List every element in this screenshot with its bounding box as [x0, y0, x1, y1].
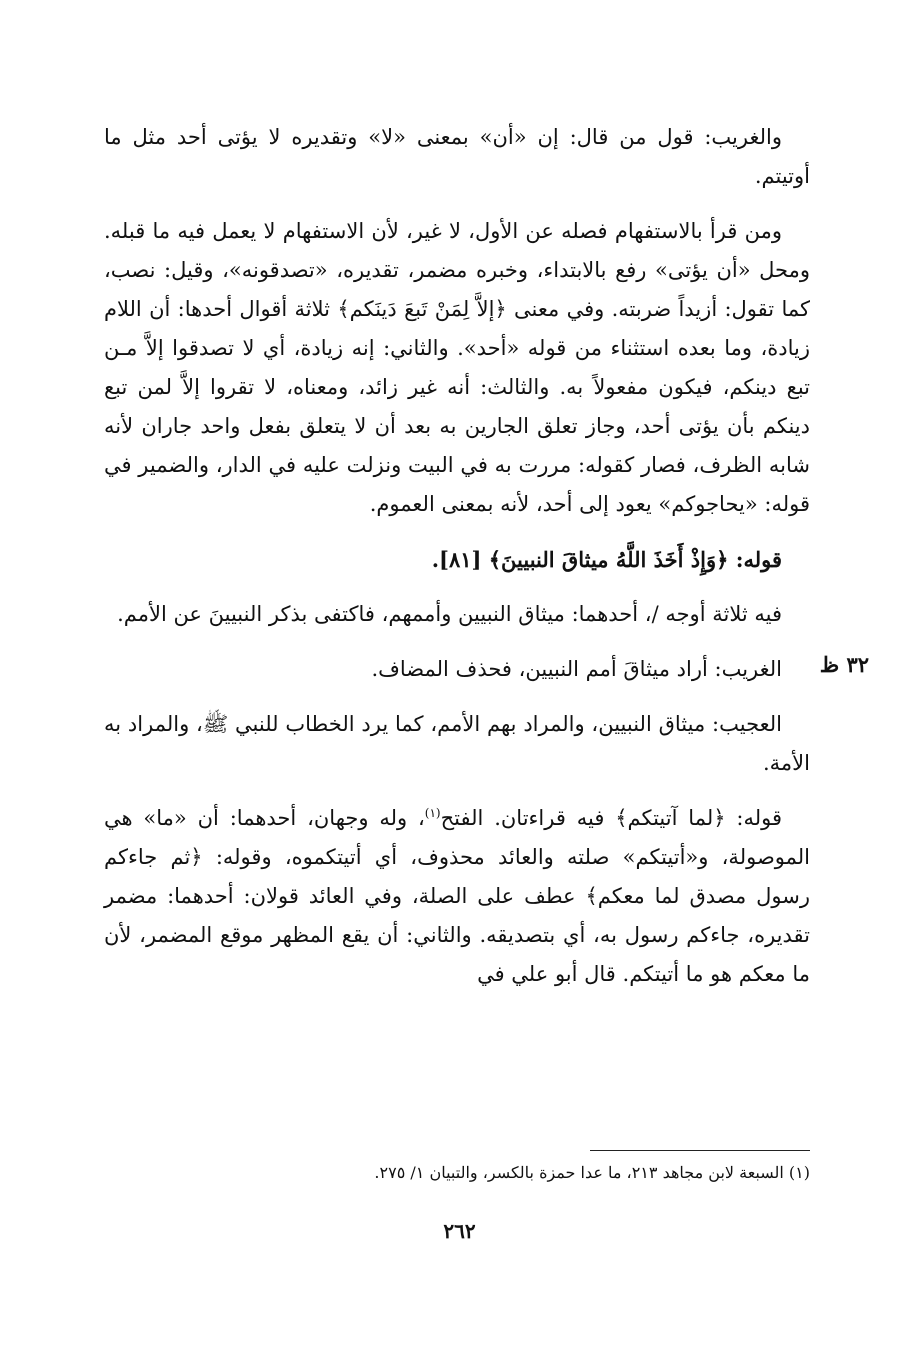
- paragraph-lama-part-b: ، وله وجهان، أحدهما: أن «ما» هي الموصولة، و«أتيتكم» صلته والعائد محذوف، أي أتيتكموه، وقوله: ﴿ثم جاءكم رسول مصدق لما معكم﴾ عطف على الصلة، وفي العائد قولان: أحدهما: مضمر تقديره، جاءكم رسول به، أي بتصديقه. والثاني: أن يقع المظهر موقع المضمر، لأن ما معكم هو ما أتيتكم. قال أبو علي في: [104, 806, 810, 986]
- page-number: ٢٦٢: [443, 1219, 476, 1243]
- paragraph-ajib: العجيب: ميثاق النبيين، والمراد بهم الأمم، كما يرد الخطاب للنبي ﷺ، والمراد به الأمة.: [104, 712, 810, 775]
- paragraph-lama-ataytukum: [104, 799, 810, 994]
- footnote-reference: (١): [424, 806, 441, 820]
- paragraph-gharib-an: والغريب: قول من قال: إن «أن» بمعنى «لا» وتقديره لا يؤتى أحد مثل ما أوتيتم.: [104, 125, 810, 188]
- margin-folio-marker: ٣٢ ظ: [819, 652, 869, 677]
- paragraph-istifham: ومن قرأ بالاستفهام فصله عن الأول، لا غير، لأن الاستفهام لا يعمل فيه ما قبله. ومحل «أن يؤتى» رفع بالابتداء، وخبره مضمر، تقديره، «تصدقونه»، وقيل: نصب، كما تقول: أزيداً ضربته. وفي معنى ﴿إلاَّ لِمَنْ تَبعَ دَينَكم﴾ ثلاثة أقوال أحدها: أن اللام زيادة، وما بعده استثناء من قوله «أحد». والثاني: إنه زيادة، أي لا تصدقوا إلاَّ مـن تبع دينكم، فيكون مفعولاً به. والثالث: أنه غير زائد، ومعناه، لا تقروا إلاَّ لمن تبع دينكم بأن يؤتى أحد، وجاز تعلق الجارين به بعد أن لا يتعلق بفعل واحد جاران لأنه شابه الظرف، فصار كقوله: مررت به في البيت ونزلت عليه في الدار، والضمير في قوله: «يحاجوكم» يعود إلى أحد، لأنه بمعنى العموم.: [104, 219, 810, 516]
- paragraph-lama-part-a: قوله: ﴿لما آتيتكم﴾ فيه قراءتان. الفتح: [440, 806, 783, 830]
- paragraph-gharib-mithaq: الغريب: أراد ميثاقَ أمم النبيين، فحذف المضاف.: [371, 657, 782, 681]
- footnote-divider: [590, 1150, 810, 1151]
- paragraph-quote-mithaq: قوله: ﴿وَإِذْ أَخَذَ اللَّهُ ميثاقَ النبيينَ﴾ [٨١].: [431, 547, 782, 572]
- paragraph-three-aspects: فيه ثلاثة أوجه /، أحدهما: ميثاق النبيين وأممهم، فاكتفى بذكر النبيينَ عن الأمم.: [117, 602, 782, 626]
- footnote-text: (١) السبعة لابن مجاهد ٢١٣، ما عدا حمزة بالكسر، والتبيان ١/ ٢٧٥.: [374, 1163, 810, 1182]
- main-text-block: [104, 118, 810, 994]
